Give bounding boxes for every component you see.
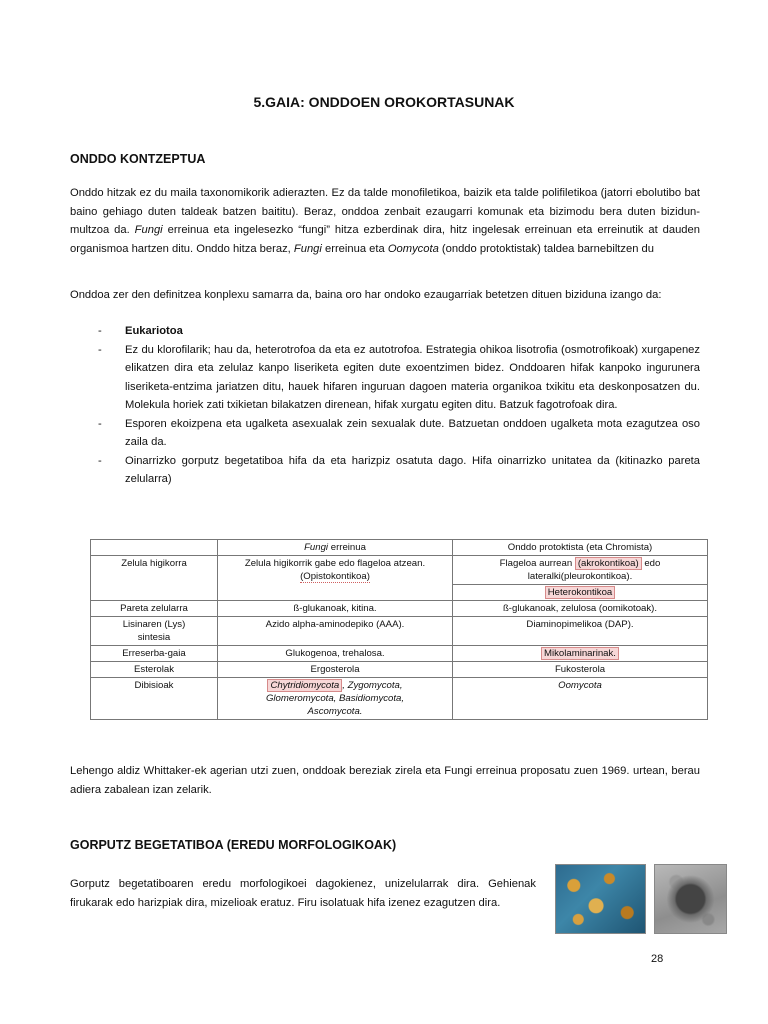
cell-line: Lisinaren (Lys) <box>122 619 186 630</box>
list-item <box>70 322 700 341</box>
list-item <box>70 415 700 452</box>
table-cell: ß-glukanoak, kitina. <box>218 601 453 617</box>
fungi-term: Fungi <box>293 242 322 255</box>
table-row-label: Pareta zelularra <box>91 601 218 617</box>
list-item-text: Ez du klorofilarik; hau da, heterotrofoa da eta ez autotrofoa. Estrategia ohikoa lisotrofia (osmotrofikoak) xurgapenez elikatzen dira eta zelulaz kanpo liseriketa egiten dute exoentzimen bidez. Onddoaren hifak kanpoko ingurunera liseriketa-entzima jariatzen ditu, hauek hifaren inguruan dagoen materia organikoa txikitu eta deskonposatzen du. Molekula horiek zati txikietan bilakatzen direnean, hifak xurgatu egiten ditu. Batzuk fagotrofoak dira. <box>125 343 700 411</box>
cell-text: edo <box>641 558 661 569</box>
table-row <box>91 646 708 662</box>
morphology-paragraph: Gorputz begetatiboaren eredu morfologikoei dagokienez, unizelularrak dira. Gehienak firukarak edo harizpiak dira, mizelioak eratuz. Firu isolatuak hifa izenez ezagutzen dira. <box>70 878 536 909</box>
list-dash: - <box>98 343 102 356</box>
table-row <box>91 556 708 585</box>
concept-paragraph-b: erreinua eta ingelesezko “fungi” hitza ezberdinak dira, hitz ingelesak erreinuan eta erreinutik at dauden organismoa hartzen ditu. Onddo hitza beraz, <box>70 224 700 255</box>
cell-text: Oomycota <box>558 680 602 691</box>
table-row-label: Esterolak <box>91 662 218 678</box>
oomycota-term: Oomycota <box>387 242 439 255</box>
table-cell: Fukosterola <box>453 662 708 678</box>
list-dash: - <box>98 417 102 430</box>
table-header-cell <box>218 540 453 556</box>
cell-text: Flageloa aurrean <box>499 558 575 569</box>
cell-text: Ascomycota. <box>307 706 363 717</box>
table-cell <box>218 556 453 601</box>
concept-paragraph <box>70 184 700 258</box>
table-cell: Ergosterola <box>218 662 453 678</box>
table-cell: Diaminopimelikoa (DAP). <box>453 617 708 646</box>
cell-line: sintesia <box>137 632 171 643</box>
fungi-term: Fungi <box>304 542 329 553</box>
section-heading-morphology: GORPUTZ BEGETATIBOA (EREDU MORFOLOGIKOAK) <box>70 838 397 852</box>
table-row <box>91 662 708 678</box>
page-number: 28 <box>651 953 664 965</box>
cell-line <box>222 692 448 705</box>
cell-line: lateralki(pleurokontikoa). <box>527 571 633 582</box>
list-item <box>70 341 700 415</box>
header-text: erreinua <box>328 542 366 553</box>
history-paragraph: Lehengo aldiz Whittaker-ek agerian utzi zuen, onddoak bereziak zirela eta Fungi erreinua proposatu zuen 1969. urtean, berau adiera zabalean izan zelarik. <box>70 765 700 796</box>
concept-paragraph-c: erreinua eta <box>321 242 388 255</box>
concept-paragraph-d: (onddo protoktistak) taldea barnebiltzen du <box>438 242 654 255</box>
highlighted-term: Mikolaminarinak. <box>541 647 619 660</box>
table-row-label: Erreserba-gaia <box>91 646 218 662</box>
list-item-text: Esporen ekoizpena eta ugalketa asexualak zein sexualak dute. Batzuetan onddoen ugalketa mota ezagutzea oso zaila da. <box>125 417 700 448</box>
section-heading-concept: ONDDO KONTZEPTUA <box>70 152 206 166</box>
table-cell: ß-glukanoak, zelulosa (oomikotoak). <box>453 601 708 617</box>
table-row-label: Dibisioak <box>91 678 218 720</box>
table-row <box>91 678 708 720</box>
microscope-cell-image <box>654 864 727 934</box>
comparison-table <box>90 539 708 720</box>
table-cell <box>218 678 453 720</box>
list-item-text: Oinarrizko gorputz begetatiboa hifa da eta harizpiz osatuta dago. Hifa oinarrizko unitatea da (kitinazko pareta zelularra) <box>125 454 700 485</box>
chapter-title: 5.GAIA: ONDDOEN OROKORTASUNAK <box>253 94 515 110</box>
highlighted-term: Chytridiomycota <box>267 679 342 692</box>
fungi-term: Fungi <box>134 224 163 236</box>
table-row-label <box>91 617 218 646</box>
table-cell: Glukogenoa, trehalosa. <box>218 646 453 662</box>
table-cell <box>453 585 708 601</box>
cell-line <box>222 679 448 692</box>
yeast-colony-image <box>555 864 646 934</box>
cell-text: , Zygomycota, <box>342 680 403 691</box>
highlighted-term: Heterokontikoa <box>545 586 616 599</box>
table-header-row <box>91 540 708 556</box>
table-cell <box>453 556 708 585</box>
cell-text: Glomeromycota, Basidiomycota, <box>265 693 405 704</box>
table-row <box>91 601 708 617</box>
cell-line <box>222 705 448 718</box>
table-row <box>91 617 708 646</box>
list-dash: - <box>98 454 102 467</box>
table-header-cell <box>91 540 218 556</box>
highlighted-term: (Opistokontikoa) <box>300 571 370 582</box>
table-header-cell: Onddo protoktista (eta Chromista) <box>453 540 708 556</box>
list-dash: - <box>98 325 102 337</box>
characteristics-list <box>70 322 700 489</box>
list-item <box>70 452 700 489</box>
list-item-text: Eukariotoa <box>125 325 183 337</box>
table-row-label: Zelula higikorra <box>91 556 218 601</box>
table-cell <box>453 646 708 662</box>
cell-line <box>222 570 448 583</box>
cell-line: Zelula higikorrik gabe edo flageloa atzean. <box>244 558 426 569</box>
table-cell: Azido alpha-aminodepiko (AAA). <box>218 617 453 646</box>
table-cell <box>453 678 708 720</box>
highlighted-term: (akrokontikoa) <box>575 557 642 570</box>
cell-line <box>457 557 703 570</box>
definition-paragraph: Onddoa zer den definitzea konplexu samarra da, baina oro har ondoko ezaugarriak betetzen dituen biziduna izango da: <box>70 289 662 301</box>
concept-paragraph-a: Onddo hitzak ez du maila taxonomikorik adierazten. Ez da talde monofiletikoa, baizik eta talde polifiletikoa (jatorri ebolutibo bat baino gehiago duten taldeak batzen baititu). Beraz, onddoa zenbait ezaugarri komunak eta bizimodu bera duten bizidun-multzoa da. <box>70 187 700 236</box>
